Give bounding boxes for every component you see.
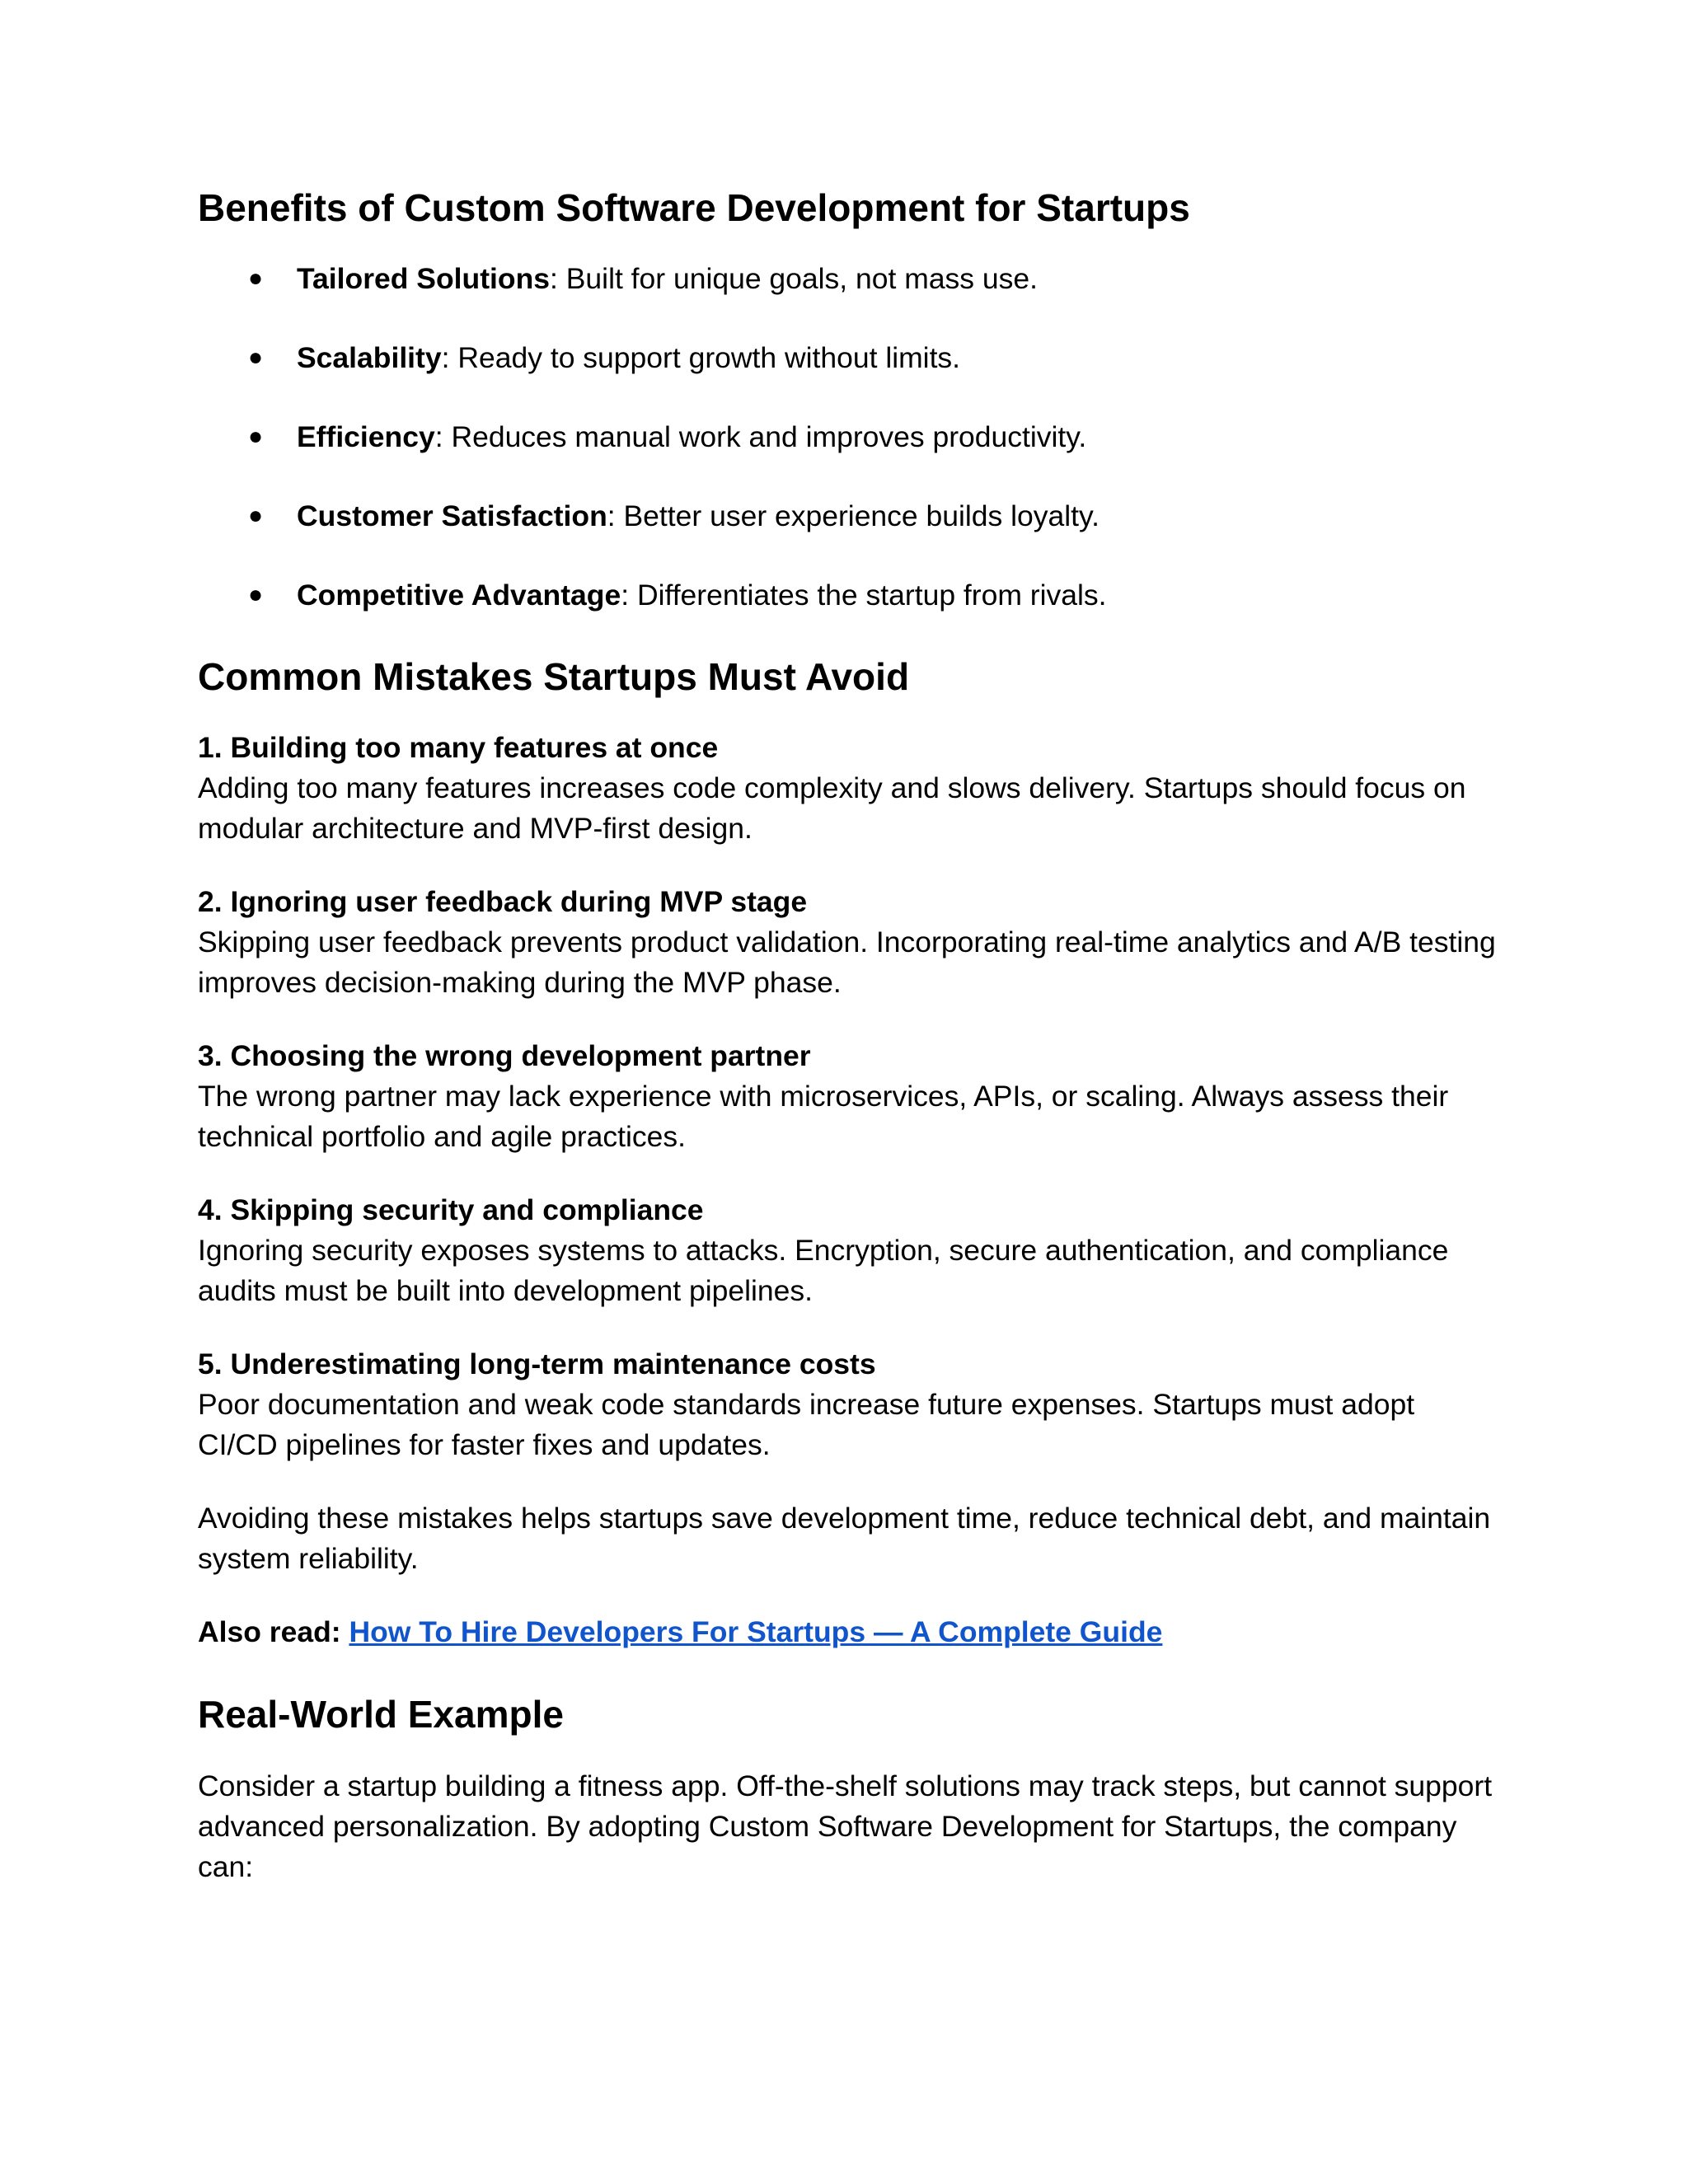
bullet-icon: ● (248, 581, 264, 609)
also-read-label: Also read: (198, 1615, 349, 1649)
also-read-link[interactable]: How To Hire Developers For Startups — A Complete Guide (349, 1615, 1163, 1649)
list-item (198, 575, 1500, 615)
benefits-list (198, 259, 1500, 615)
mistake-body: Skipping user feedback prevents product validation. Incorporating real-time analytics and A/B testing improves decision-making during the MVP phase. (198, 926, 1496, 1000)
mistake-item (198, 882, 1500, 1003)
document-page (198, 185, 1500, 1920)
benefit-term: Competitive Advantage (297, 579, 621, 612)
benefit-term: Efficiency (297, 420, 435, 454)
mistake-item (198, 728, 1500, 849)
list-item (198, 496, 1500, 536)
benefit-term: Tailored Solutions (297, 262, 551, 296)
mistake-body: Poor documentation and weak code standards increase future expenses. Startups must adopt CI/CD pipelines for faster fixes and updates. (198, 1388, 1415, 1462)
list-item (198, 417, 1500, 457)
mistake-title: 4. Skipping security and compliance (198, 1193, 704, 1227)
mistake-title: 2. Ignoring user feedback during MVP stage (198, 885, 808, 919)
benefit-term: Scalability (297, 341, 442, 375)
bullet-icon: ● (248, 423, 264, 451)
mistake-item (198, 1036, 1500, 1157)
benefit-desc: : Reduces manual work and improves productivity. (434, 420, 1087, 454)
bullet-icon: ● (248, 265, 264, 293)
example-body: Consider a startup building a fitness app. Off-the-shelf solutions may track steps, but cannot support advanced personalization. By adopting Custom Software Development for Startups, the company can: (198, 1769, 1493, 1883)
mistake-body: Adding too many features increases code complexity and slows delivery. Startups should focus on modular architecture and MVP-first design. (198, 771, 1466, 846)
mistakes-summary: Avoiding these mistakes helps startups save development time, reduce technical debt, and maintain system reliability. (198, 1502, 1491, 1576)
mistake-body: The wrong partner may lack experience with microservices, APIs, or scaling. Always assess their technical portfolio and agile practices. (198, 1080, 1449, 1154)
bullet-icon: ● (248, 502, 264, 530)
mistake-body: Ignoring security exposes systems to attacks. Encryption, secure authentication, and compliance audits must be built into development pipelines. (198, 1234, 1449, 1308)
list-item (198, 259, 1500, 298)
benefits-heading: Benefits of Custom Software Development for Startups (198, 186, 1190, 229)
mistake-title: 1. Building too many features at once (198, 731, 719, 765)
benefit-term: Customer Satisfaction (297, 499, 607, 533)
bullet-icon: ● (248, 344, 264, 372)
mistake-title: 5. Underestimating long-term maintenance costs (198, 1347, 876, 1381)
example-heading: Real-World Example (198, 1693, 564, 1736)
benefit-desc: : Better user experience builds loyalty. (607, 499, 1100, 533)
mistakes-heading: Common Mistakes Startups Must Avoid (198, 655, 910, 699)
mistake-item (198, 1344, 1500, 1465)
benefit-desc: : Ready to support growth without limits. (441, 341, 961, 375)
mistake-item (198, 1190, 1500, 1311)
also-read (198, 1612, 1500, 1652)
benefit-desc: : Differentiates the startup from rivals. (621, 579, 1107, 612)
benefit-desc: : Built for unique goals, not mass use. (550, 262, 1039, 296)
mistake-title: 3. Choosing the wrong development partner (198, 1039, 811, 1073)
list-item (198, 338, 1500, 377)
